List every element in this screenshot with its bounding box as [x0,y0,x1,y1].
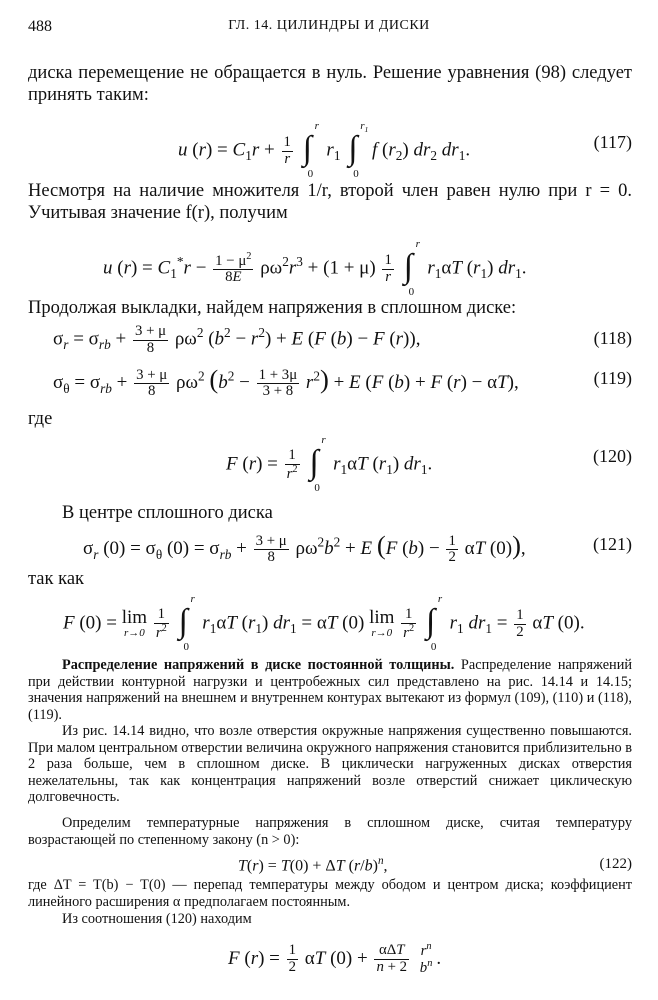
equation-117-body: u $(r) = C_1r$ + $\frac{1}{r}$ ∫ r 0 $r_1$ ∫ $r_1$ 0 f $(r_2)$ $dr_2$ $dr_1$. [178,120,471,180]
equation-number: (121) [593,534,632,554]
equation-number: (118) [593,328,632,348]
paragraph-center: В центре сплошного диска [62,503,273,523]
equation-121-body: $\sigma_r$ $(0) = \sigma_\theta$ $(0) = \sigma_{rb}$ + $\frac{3 + \mu}{8}$ $\rho\omega^2b^2 + E$ (F (b) − $\frac{1}{2}$ αT (0)), [83,530,526,566]
paragraph-delta-t: где ΔT = T(b) − T(0) — перепад температуры между ободом и центром диска; коэффициент линейного расширения α предполагаем постоянным. [28,877,632,910]
paragraph-heading: Распределение напряжений в диске постоянной толщины. [62,657,455,673]
page-number: 488 [28,18,52,35]
paragraph-since: так как [28,569,85,589]
equation-number: (120) [593,446,632,466]
paragraph-where: где [28,409,53,429]
equation-number: (117) [593,132,632,152]
paragraph-stresses: Продолжая выкладки, найдем напряжения в сплошном диске: [28,298,517,318]
paragraph-distribution-text: Распределение напряжений при действии контурной нагрузки и центробежных сил представлено на рис. 14.14 и 14.15; значения напряжений на внешнем и внутреннем контурах вытекают из формул (109), (110) и (118), (119). [28,657,633,723]
equation-number: (122) [599,856,632,872]
equation-120-body: F (r) = $\frac{1}{r^2}$ ∫ r 0 $r_1\alpha T$ $(r_1)$ $dr_1$. [226,434,433,494]
running-head: ГЛ. 14. ЦИЛИНДРЫ И ДИСКИ [228,18,430,33]
paragraph-hole: Из рис. 14.14 видно, что возле отверстия окружные напряжения существенно повышаются. При малом центральном отверстии величина окружного напряжения становится приблизительно в 2 раза больше, чем в сплошном диске. В циклически нагруженных дисках отверстия нежелательны, так как концентрация напряжений возле отверстий снижает циклическую долговечность. [28,723,632,806]
equation-f-r-final-body: F (r) = $\frac{1}{2}$ αT (0) + $\frac{\text{αΔT}}{n + 2}$ $r^n$ $b^n$ . [228,941,442,977]
paragraph-intro: диска перемещение не обращается в нуль. Решение уравнения (98) следует принять таким: [28,63,632,105]
equation-122-body: T(r) = T(0) + ΔT $(r/b)^n$, [238,855,388,875]
paragraph-from-120: Из соотношения (120) находим [62,911,252,927]
equation-u-r-body: u $(r) = C_1^*r$ − $\frac{1 - \mu^2}{8E}$ $\rho\omega^2r^3 + (1 + \mu)$ $\frac{1}{r}$ ∫ r 0 $r_1\alpha T$ $(r_1)$ $dr_1$. [103,238,527,298]
paragraph-temperature: Определим температурные напряжения в сплошном диске, считая температуру возрастающей по степенному закону (n > 0): [28,815,632,848]
equation-118-body: $\sigma_r = \sigma_{rb}$ + $\frac{3 + \mu}{8}$ $\rho\omega^2$ $(b^2 - r^2) + E$ (F (b) − F (r)), [53,323,421,356]
paragraph-multiplier: Несмотря на наличие множителя 1/r, второй член равен нулю при r = 0. Учитывая значение f(r), получим [28,181,632,223]
equation-119-body: $\sigma_\theta = \sigma_{rb}$ + $\frac{3 + \mu}{8}$ $\rho\omega^2$ ($b^2$ − $\frac{1 + 3\mu}{3 + 8}$ $r^2) + E$ (F (b) + F (r) − αT), [53,364,519,400]
equation-f0-limit-body: F (0) = lim r→0 $\frac{1}{r^2}$ ∫ r 0 $r_1\alpha T$ $(r_1) dr_1 = \alpha T$ (0) lim r→0 $\frac{1}{r^2}$ ∫ r 0 $r_1$ $dr_1$ = $\frac{1}{2}$ αT (0). [63,593,585,653]
equation-number: (119) [593,368,632,388]
paragraph-distribution [28,657,632,723]
